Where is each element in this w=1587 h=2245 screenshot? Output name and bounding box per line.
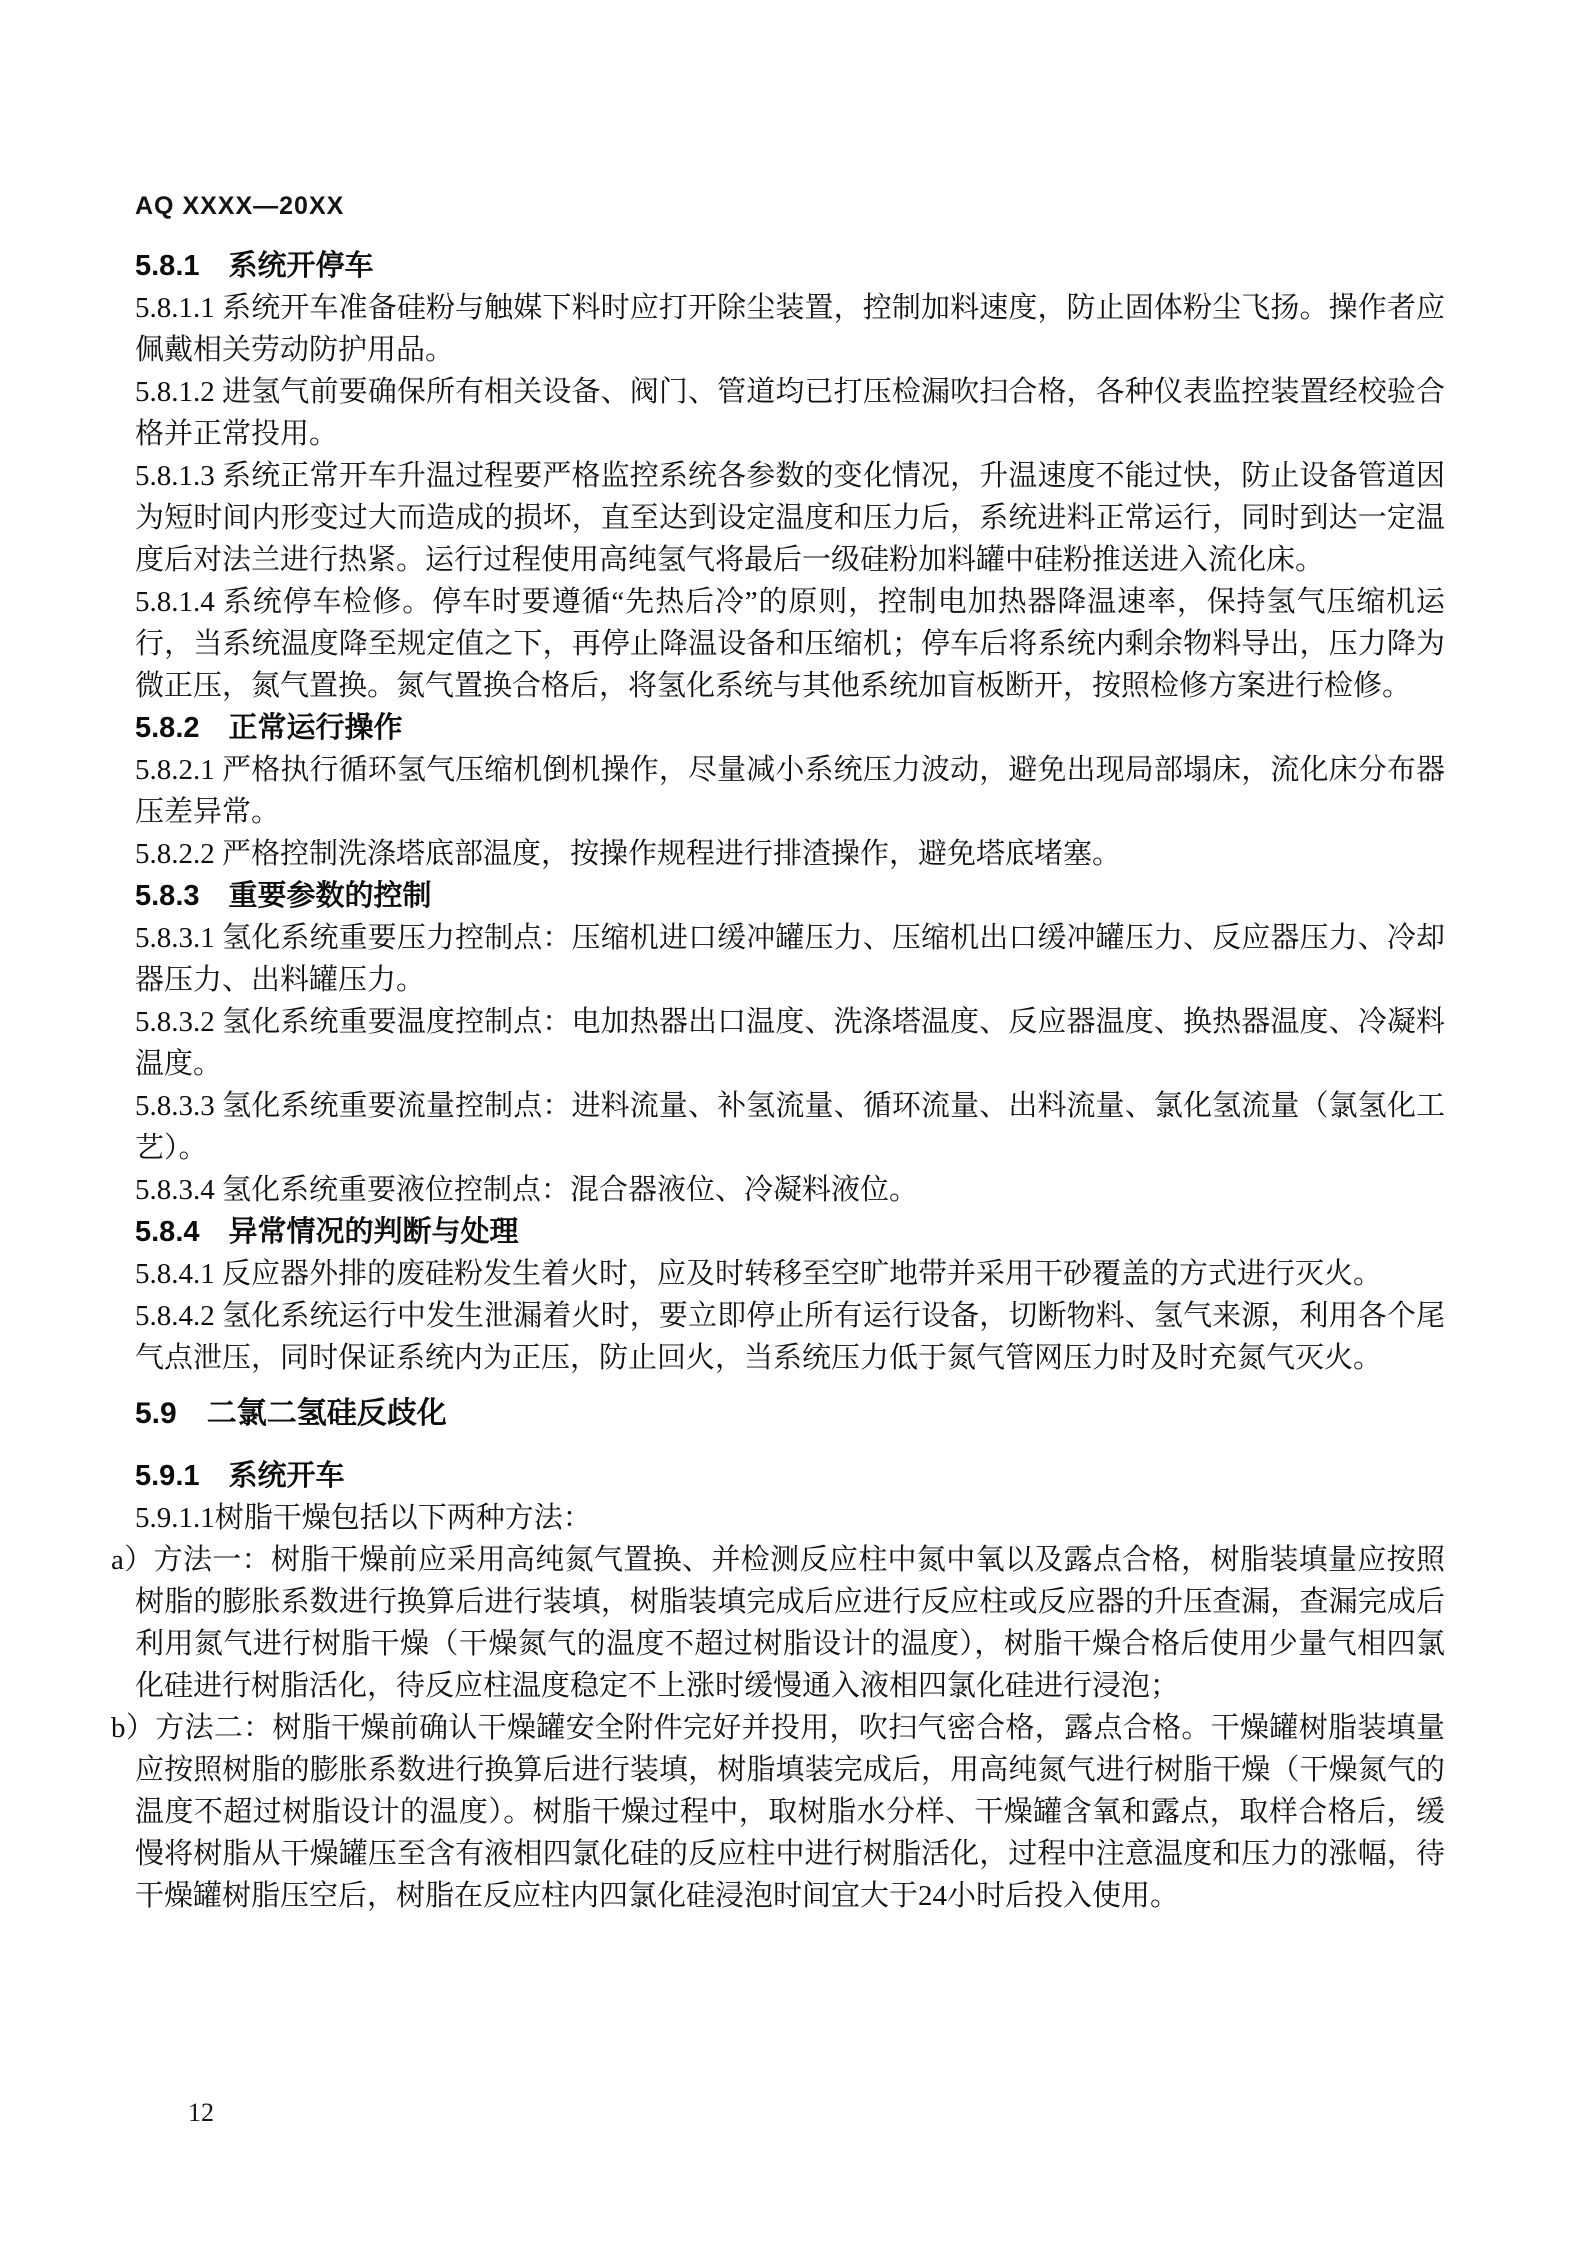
document-body xyxy=(111,245,1445,1917)
clause-5-8-3-3: 5.8.3.3 氢化系统重要流量控制点：进料流量、补氢流量、循环流量、出料流量、氯化氢流量（氯氢化工艺）。 xyxy=(135,1090,1445,1164)
heading-5-8-3: 5.8.3 重要参数的控制 xyxy=(135,880,432,912)
clause-5-9-1-1: 5.9.1.1树脂干燥包括以下两种方法： xyxy=(135,1502,592,1534)
clause-5-8-4-2: 5.8.4.2 氢化系统运行中发生泄漏着火时，要立即停止所有运行设备，切断物料、氢气来源，利用各个尾气点泄压，同时保证系统内为正压，防止回火，当系统压力低于氮气管网压力时及时充氮气灭火。 xyxy=(135,1300,1445,1374)
document-code: AQ XXXX—20XX xyxy=(135,192,345,220)
heading-5-8-4: 5.8.4 异常情况的判断与处理 xyxy=(135,1216,519,1248)
page-number: 12 xyxy=(188,2098,214,2127)
heading-5-9-1: 5.9.1 系统开车 xyxy=(135,1460,345,1492)
clause-5-8-1-2: 5.8.1.2 进氢气前要确保所有相关设备、阀门、管道均已打压检漏吹扫合格，各种仪表监控装置经校验合格并正常投用。 xyxy=(135,376,1445,450)
clause-5-8-1-1: 5.8.1.1 系统开车准备硅粉与触媒下料时应打开除尘装置，控制加料速度，防止固体粉尘飞扬。操作者应佩戴相关劳动防护用品。 xyxy=(135,292,1445,366)
clause-5-8-4-1: 5.8.4.1 反应器外排的废硅粉发生着火时，应及时转移至空旷地带并采用干砂覆盖的方式进行灭火。 xyxy=(135,1258,1383,1290)
list-item-method-b: b）方法二：树脂干燥前确认干燥罐安全附件完好并投用，吹扫气密合格，露点合格。干燥罐树脂装填量应按照树脂的膨胀系数进行换算后进行装填，树脂填装完成后，用高纯氮气进行树脂干燥（干燥氮气的温度不超过树脂设计的温度）。树脂干燥过程中，取树脂水分样、干燥罐含氧和露点，取样合格后，缓慢将树脂从干燥罐压至含有液相四氯化硅的反应柱中进行树脂活化，过程中注意温度和压力的涨幅，待干燥罐树脂压空后，树脂在反应柱内四氯化硅浸泡时间宜大于24小时后投入使用。 xyxy=(111,1712,1445,1912)
clause-5-8-1-4: 5.8.1.4 系统停车检修。停车时要遵循“先热后冷”的原则，控制电加热器降温速率，保持氢气压缩机运行，当系统温度降至规定值之下，再停止降温设备和压缩机；停车后将系统内剩余物料导出，压力降为微正压，氮气置换。氮气置换合格后，将氢化系统与其他系统加盲板断开，按照检修方案进行检修。 xyxy=(135,586,1445,702)
clause-5-8-2-1: 5.8.2.1 严格执行循环氢气压缩机倒机操作，尽量减小系统压力波动，避免出现局部塌床，流化床分布器压差异常。 xyxy=(135,754,1445,828)
list-item-method-a: a）方法一：树脂干燥前应采用高纯氮气置换、并检测反应柱中氮中氧以及露点合格，树脂装填量应按照树脂的膨胀系数进行换算后进行装填，树脂装填完成后应进行反应柱或反应器的升压查漏，查漏完成后利用氮气进行树脂干燥（干燥氮气的温度不超过树脂设计的温度），树脂干燥合格后使用少量气相四氯化硅进行树脂活化，待反应柱温度稳定不上涨时缓慢通入液相四氯化硅进行浸泡； xyxy=(111,1544,1445,1702)
clause-5-8-3-1: 5.8.3.1 氢化系统重要压力控制点：压缩机进口缓冲罐压力、压缩机出口缓冲罐压力、反应器压力、冷却器压力、出料罐压力。 xyxy=(135,922,1445,996)
clause-5-8-3-4: 5.8.3.4 氢化系统重要液位控制点：混合器液位、冷凝料液位。 xyxy=(135,1174,919,1206)
heading-5-8-1: 5.8.1 系统开停车 xyxy=(135,250,374,282)
clause-5-8-1-3: 5.8.1.3 系统正常开车升温过程要严格监控系统各参数的变化情况，升温速度不能过快，防止设备管道因为短时间内形变过大而造成的损坏，直至达到设定温度和压力后，系统进料正常运行，同时到达一定温度后对法兰进行热紧。运行过程使用高纯氢气将最后一级硅粉加料罐中硅粉推送进入流化床。 xyxy=(135,460,1445,576)
heading-5-9: 5.9 二氯二氢硅反歧化 xyxy=(135,1397,447,1430)
heading-5-8-2: 5.8.2 正常运行操作 xyxy=(135,712,403,744)
clause-5-8-3-2: 5.8.3.2 氢化系统重要温度控制点：电加热器出口温度、洗涤塔温度、反应器温度、换热器温度、冷凝料温度。 xyxy=(135,1006,1445,1080)
clause-5-8-2-2: 5.8.2.2 严格控制洗涤塔底部温度，按操作规程进行排渣操作，避免塔底堵塞。 xyxy=(135,838,1122,870)
